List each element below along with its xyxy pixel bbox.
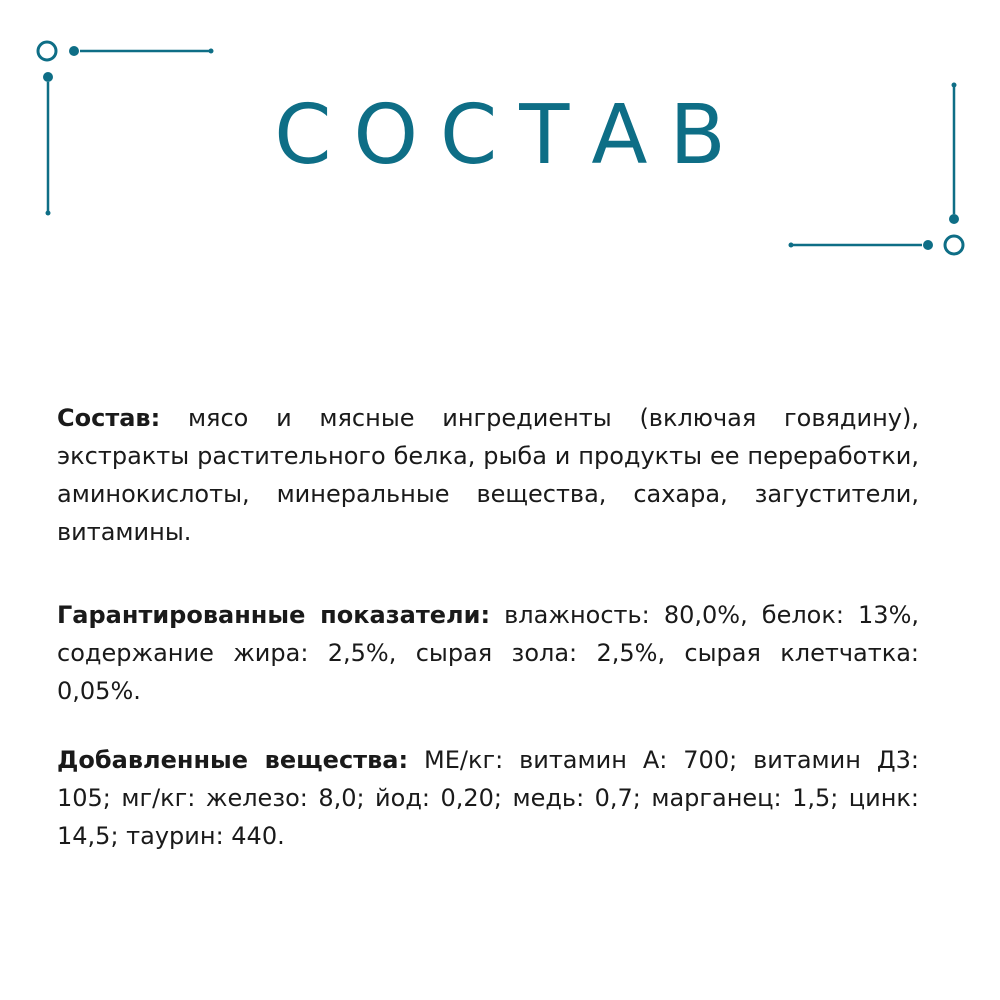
dot-icon <box>952 83 957 88</box>
additives-section <box>57 741 919 855</box>
dot-icon <box>69 46 79 56</box>
ring-icon <box>38 42 56 60</box>
composition-section <box>57 399 919 551</box>
dot-icon <box>949 214 959 224</box>
section-label: Добавленные вещества: <box>57 746 409 774</box>
dot-icon <box>789 243 794 248</box>
dot-icon <box>209 49 214 54</box>
section-text: влажность: 80,0%, белок: 13%, содержание жира: 2,5%, сырая зола: 2,5%, сырая клетчатка: 0,05%. <box>57 601 920 705</box>
page-title: СОСТАВ <box>274 88 748 183</box>
dot-icon <box>43 72 53 82</box>
section-text: МЕ/кг: витамин А: 700; витамин Д3: 105; мг/кг: железо: 8,0; йод: 0,20; медь: 0,7; марганец: 1,5; цинк: 14,5; таурин: 440. <box>57 746 919 850</box>
dot-icon <box>923 240 933 250</box>
ring-icon <box>945 236 963 254</box>
dot-icon <box>46 211 51 216</box>
section-text: мясо и мясные ингредиенты (включая говядину), экстракты растительного белка, рыба и продукты ее переработки, аминокислоты, минеральные вещества, сахара, загустители, витамины. <box>57 404 919 546</box>
section-label: Состав: <box>57 404 161 432</box>
section-label: Гарантированные показатели: <box>57 601 491 629</box>
guaranteed-values-section <box>57 596 919 710</box>
